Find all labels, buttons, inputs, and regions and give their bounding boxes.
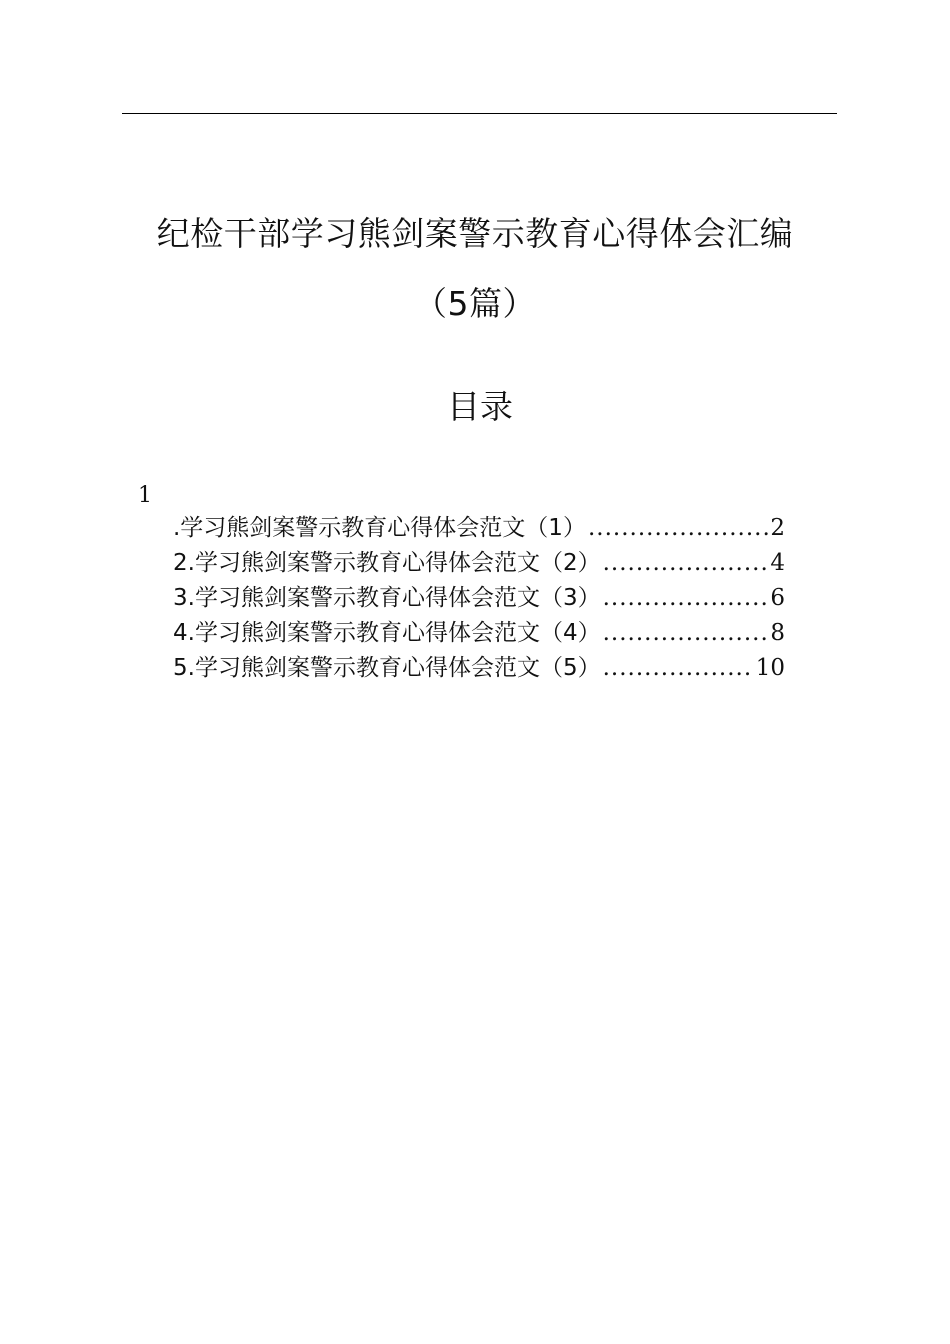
toc-entry-text: 3.学习熊剑案警示教育心得体会范文（3） xyxy=(173,585,601,611)
toc-entry-text: 5.学习熊剑案警示教育心得体会范文（5） xyxy=(173,655,601,681)
toc-list xyxy=(173,511,785,686)
toc-entry[interactable] xyxy=(173,616,785,651)
toc-dot-leader xyxy=(603,546,769,581)
toc-dot-leader xyxy=(603,581,769,616)
toc-dot-leader xyxy=(588,511,768,546)
toc-entry-text: .学习熊剑案警示教育心得体会范文（1） xyxy=(173,515,586,541)
document-subtitle: （5篇） xyxy=(414,284,536,323)
toc-dot-leader xyxy=(603,651,754,686)
toc-entry-page: 2 xyxy=(770,515,785,541)
toc-entry-page: 4 xyxy=(770,550,785,576)
toc-entry[interactable] xyxy=(173,651,785,686)
toc-entry-page: 8 xyxy=(770,620,785,646)
toc-entry-page: 10 xyxy=(755,655,785,681)
toc-entry-page: 6 xyxy=(770,585,785,611)
header-rule xyxy=(122,113,837,114)
toc-lead-number: 1 xyxy=(138,483,152,508)
toc-entry-text: 4.学习熊剑案警示教育心得体会范文（4） xyxy=(173,620,601,646)
toc-entry-text: 2.学习熊剑案警示教育心得体会范文（2） xyxy=(173,550,601,576)
toc-entry[interactable] xyxy=(173,511,785,546)
toc-entry[interactable] xyxy=(173,581,785,616)
toc-dot-leader xyxy=(603,616,769,651)
document-title: 纪检干部学习熊剑案警示教育心得体会汇编 xyxy=(156,214,794,253)
toc-heading: 目录 xyxy=(447,387,513,426)
toc-entry[interactable] xyxy=(173,546,785,581)
